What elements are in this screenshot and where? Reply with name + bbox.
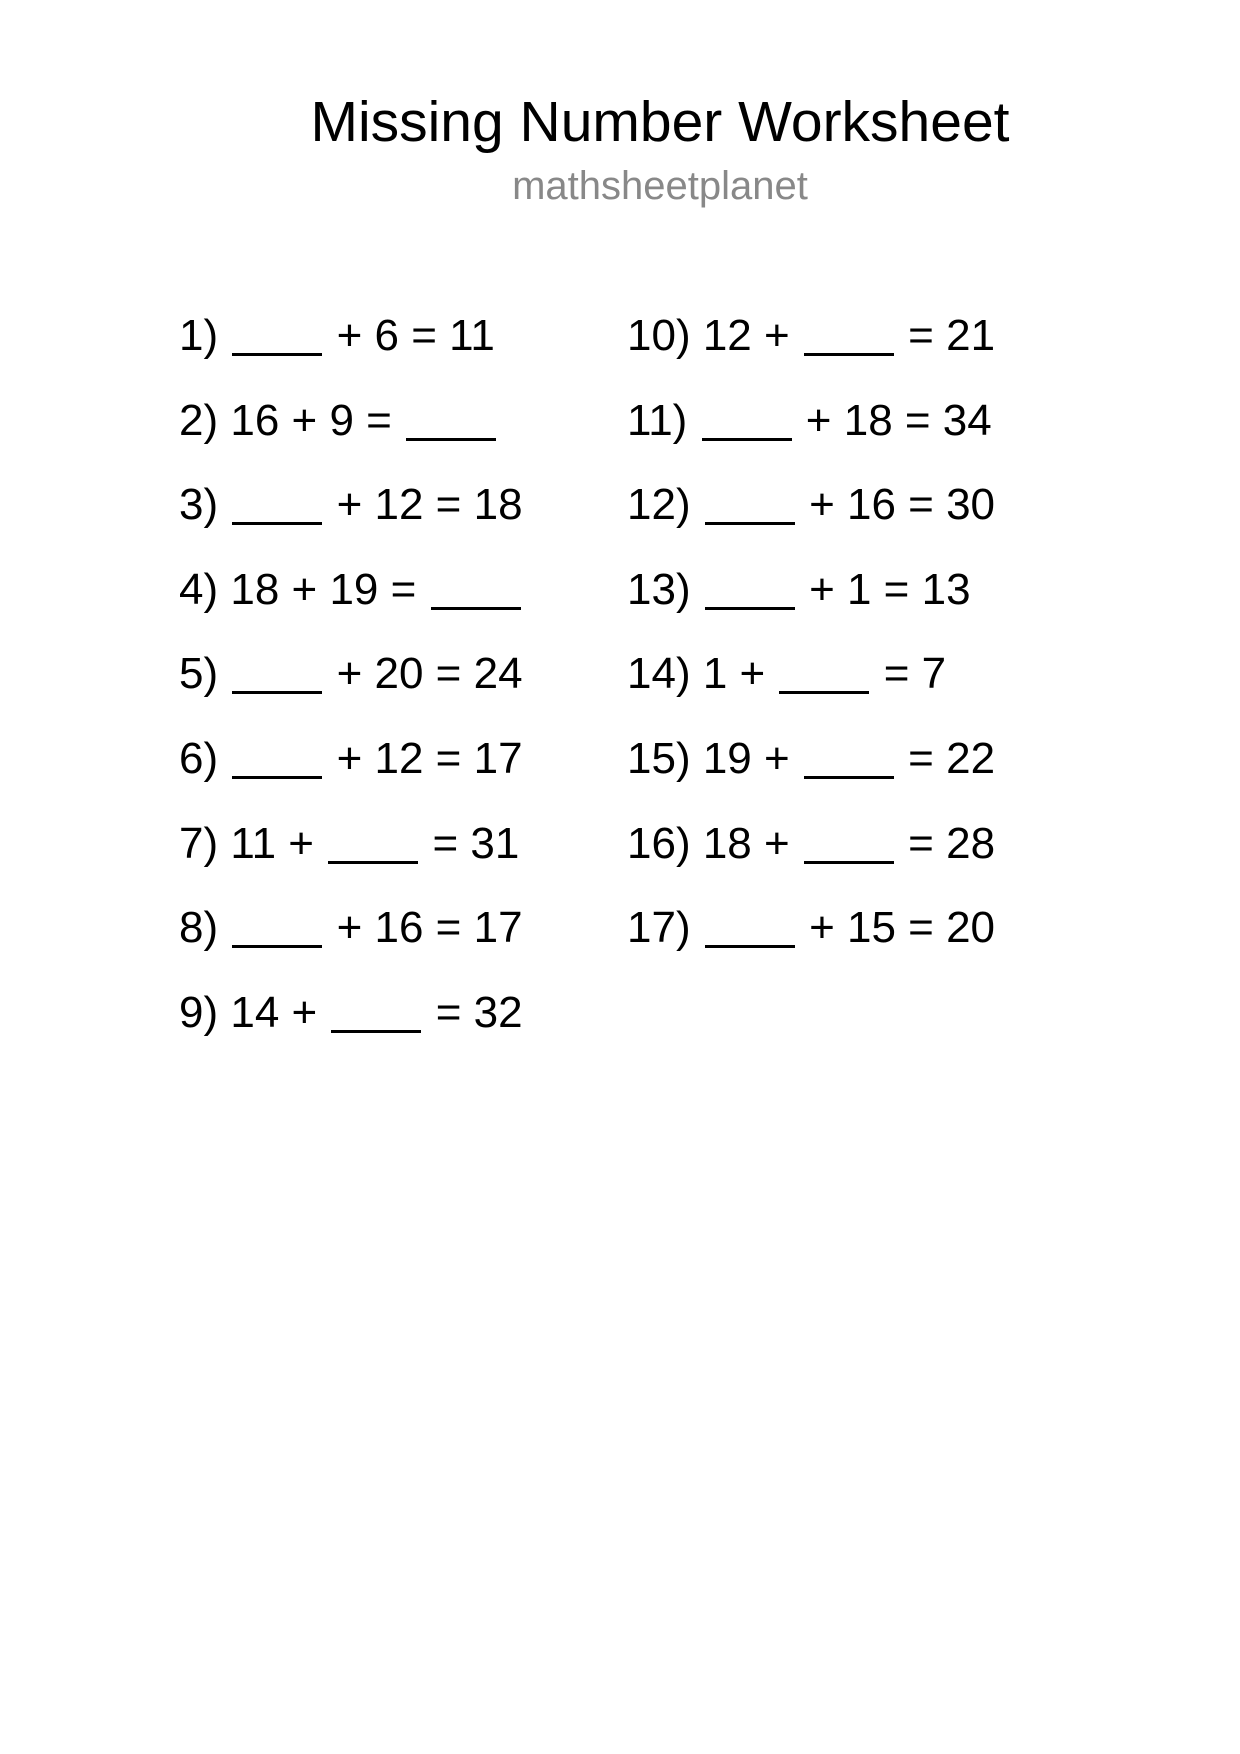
equation-left-part: 18 + 19 = [230,564,417,614]
problem-column-left [179,310,523,1071]
answer-blank[interactable] [232,315,322,356]
problem-row [179,395,523,480]
answer-blank[interactable] [804,738,894,779]
problem-number: 4) [179,564,219,614]
equation-right-part: + 15 = 20 [809,903,996,953]
problem-number: 11) [627,395,688,445]
page-title: Missing Number Worksheet [310,90,1010,154]
problem-row [627,818,995,903]
problem-row [179,733,523,818]
answer-blank[interactable] [232,484,322,525]
problem-number: 17) [627,903,691,953]
problem-number: 6) [179,733,219,783]
problem-number: 7) [179,818,219,868]
problem-number: 8) [179,903,219,953]
equation-left-part: 14 + [230,987,318,1037]
equation-right-part: + 20 = 24 [336,649,523,699]
equation-left-part: 1 + [702,649,766,699]
problem-number: 15) [627,733,691,783]
answer-blank[interactable] [431,569,521,610]
problem-column-right [627,310,995,987]
problem-row [627,733,995,818]
problem-row [627,648,995,733]
problem-number: 3) [179,480,219,530]
problem-row [179,987,523,1072]
equation-left-part: 16 + 9 = [230,395,392,445]
equation-left-part: 12 + [702,311,790,360]
equation-left-part: 19 + [702,733,790,783]
equation-right-part: = 21 [908,311,996,360]
answer-blank[interactable] [779,653,869,694]
answer-blank[interactable] [331,992,421,1033]
equation-right-part: + 12 = 17 [336,733,523,783]
equation-right-part: + 12 = 18 [336,480,523,530]
answer-blank[interactable] [705,569,795,610]
problem-row [627,310,995,395]
problem-row [627,395,995,480]
equation-right-part: + 6 = 11 [336,311,495,360]
equation-right-part: + 16 = 30 [809,480,996,530]
answer-blank[interactable] [705,907,795,948]
equation-right-part: = 31 [432,818,520,868]
problem-number: 10) [627,311,691,360]
problem-number: 16) [627,818,691,868]
problem-row [627,479,995,564]
problem-row [627,564,995,649]
problem-row [627,902,995,987]
answer-blank[interactable] [705,484,795,525]
answer-blank[interactable] [804,315,894,356]
answer-blank[interactable] [406,400,496,441]
page-subtitle: mathsheetplanet [512,164,808,208]
problem-row [179,902,523,987]
equation-right-part: = 7 [883,649,947,699]
answer-blank[interactable] [232,738,322,779]
problem-number: 14) [627,649,691,699]
problem-number: 5) [179,649,219,699]
equation-right-part: + 18 = 34 [805,395,992,445]
answer-blank[interactable] [232,653,322,694]
problem-row [179,564,523,649]
problem-row [179,648,523,733]
equation-right-part: + 16 = 17 [336,903,523,953]
answer-blank[interactable] [232,907,322,948]
equation-left-part: 18 + [702,818,790,868]
equation-right-part: + 1 = 13 [809,564,971,614]
problem-row [179,479,523,564]
answer-blank[interactable] [702,400,792,441]
equation-left-part: 11 + [230,818,314,868]
answer-blank[interactable] [804,823,894,864]
equation-right-part: = 22 [908,733,996,783]
problem-row [179,310,523,395]
answer-blank[interactable] [328,823,418,864]
problem-number: 12) [627,480,691,530]
problem-number: 13) [627,564,691,614]
equation-right-part: = 32 [435,987,523,1037]
equation-right-part: = 28 [908,818,996,868]
problem-number: 1) [179,311,219,360]
problem-number: 2) [179,395,219,445]
problem-row [179,818,523,903]
problem-number: 9) [179,987,219,1037]
